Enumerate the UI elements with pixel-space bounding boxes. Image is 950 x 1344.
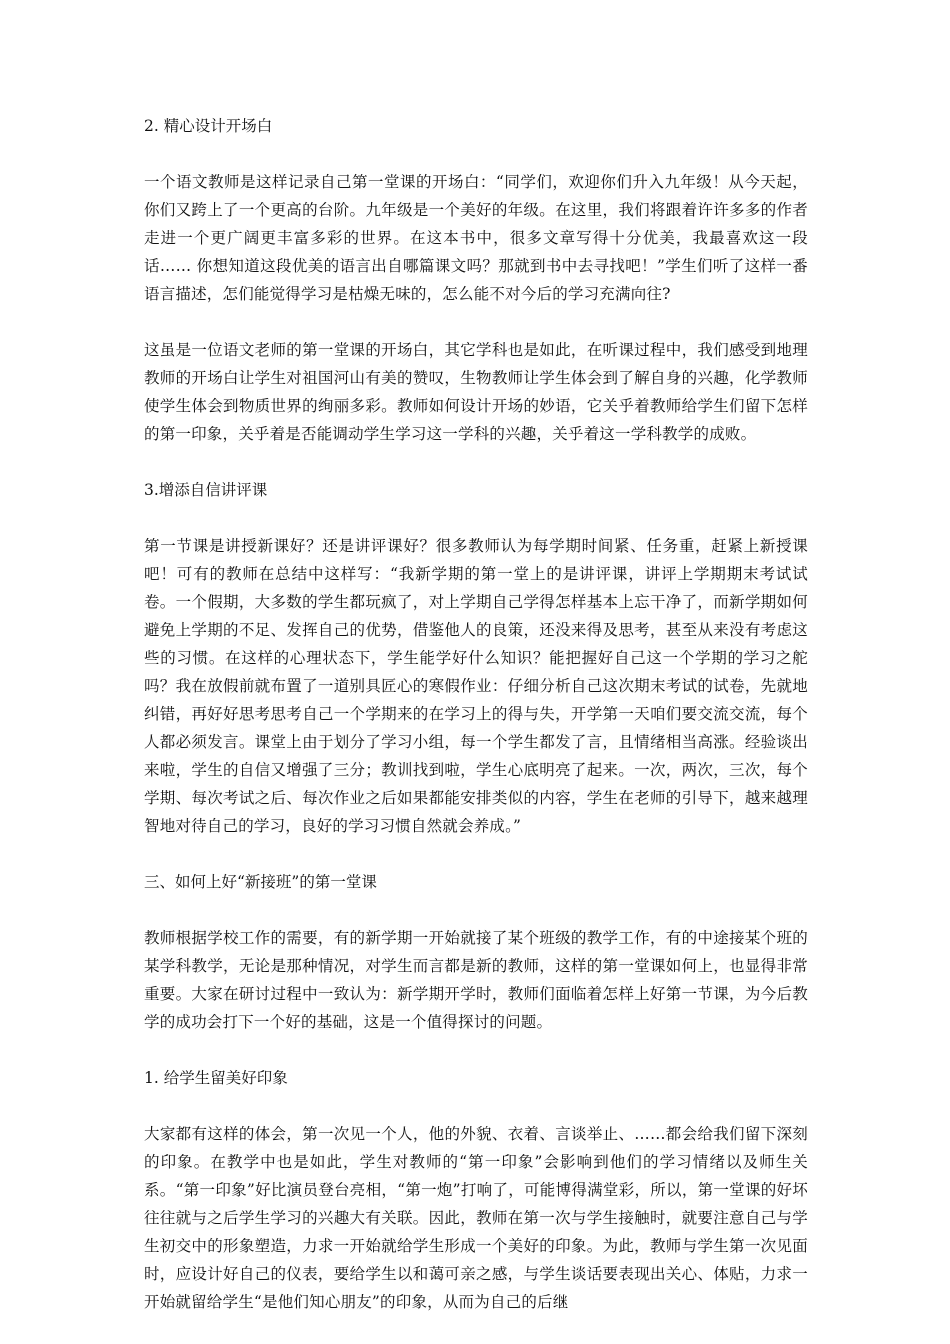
section-heading-new-class: 三、如何上好“新接班”的第一堂课 bbox=[144, 873, 377, 891]
paragraph-opening-summary: 这虽是一位语文老师的第一堂课的开场白，其它学科也是如此，在听课过程中，我们感受到地理教师的开场白让学生对祖国河山有美的赞叹，生物教师让学生体会到了解自身的兴趣，化学教师使学生体会到物质世界的绚丽多彩。教师如何设计开场的妙语，它关乎着教师给学生们留下怎样的第一印象，关乎着是否能调动学生学习这一学科的兴趣，关乎着这一学科教学的成败。 bbox=[144, 341, 808, 443]
paragraph-impression: 大家都有这样的体会，第一次见一个人，他的外貌、衣着、言谈举止、……都会给我们留下深刻的印象。在教学中也是如此，学生对教师的“第一印象”会影响到他们的学习情绪以及师生关系。“第一印象”好比演员登台亮相，“第一炮”打响了，可能博得满堂彩，所以，第一堂课的好坏往往就与之后学生学习的兴趣大有关联。因此，教师在第一次与学生接触时，就要注意自己与学生初交中的形象塑造，力求一开始就给学生形成一个美好的印象。为此，教师与学生第一次见面时，应设计好自己的仪表，要给学生以和蔼可亲之感，与学生谈话要表现出关心、体贴，力求一开始就留给学生“是他们知心朋友”的印象，从而为自己的后继 bbox=[144, 1125, 808, 1311]
section-heading-impression: 1. 给学生留美好印象 bbox=[144, 1069, 288, 1087]
paragraph-opening-example: 一个语文教师是这样记录自己第一堂课的开场白：“同学们，欢迎你们升入九年级！从今天起，你们又跨上了一个更高的台阶。九年级是一个美好的年级。在这里，我们将跟着许许多多的作者走进一个更广阔更丰富多彩的世界。在这本书中，很多文章写得十分优美，我最喜欢这一段话…… 你想知道这段优美的语言出自哪篇课文吗？那就到书中去寻找吧！”学生们听了这样一番语言描述，怎们能觉得学习是枯燥无味的，怎么能不对今后的学习充满向往? bbox=[144, 173, 808, 303]
section-heading-2: 2. 精心设计开场白 bbox=[144, 117, 273, 135]
paragraph-new-class: 教师根据学校工作的需要，有的新学期一开始就接了某个班级的教学工作，有的中途接某个班的某学科教学，无论是那种情况，对学生而言都是新的教师，这样的第一堂课如何上，也显得非常重要。大家在研讨过程中一致认为：新学期开学时，教师们面临着怎样上好第一节课，为今后教学的成功会打下一个好的基础，这是一个值得探讨的问题。 bbox=[144, 929, 808, 1031]
paragraph-review-lesson: 第一节课是讲授新课好？还是讲评课好？很多教师认为每学期时间紧、任务重，赶紧上新授课吧！可有的教师在总结中这样写：“我新学期的第一堂上的是讲评课，讲评上学期期末考试试卷。一个假期，大多数的学生都玩疯了，对上学期自己学得怎样基本上忘干净了，而新学期如何避免上学期的不足、发挥自己的优势，借鉴他人的良策，还没来得及思考，甚至从来没有考虑这些的习惯。在这样的心理状态下，学生能学好什么知识？能把握好自己这一个学期的学习之舵吗？我在放假前就布置了一道别具匠心的寒假作业：仔细分析自己这次期末考试的试卷，先就地纠错，再好好思考思考自己一个学期来的在学习上的得与失，开学第一天咱们要交流交流，每个人都必须发言。课堂上由于划分了学习小组，每一个学生都发了言，且情绪相当高涨。经验谈出来啦，学生的自信又增强了三分；教训找到啦，学生心底明亮了起来。一次，两次，三次，每个学期、每次考试之后、每次作业之后如果都能安排类似的内容，学生在老师的引导下，越来越理智地对待自己的学习，良好的学习习惯自然就会养成。” bbox=[144, 537, 808, 835]
section-heading-3: 3.增添自信讲评课 bbox=[144, 481, 268, 499]
